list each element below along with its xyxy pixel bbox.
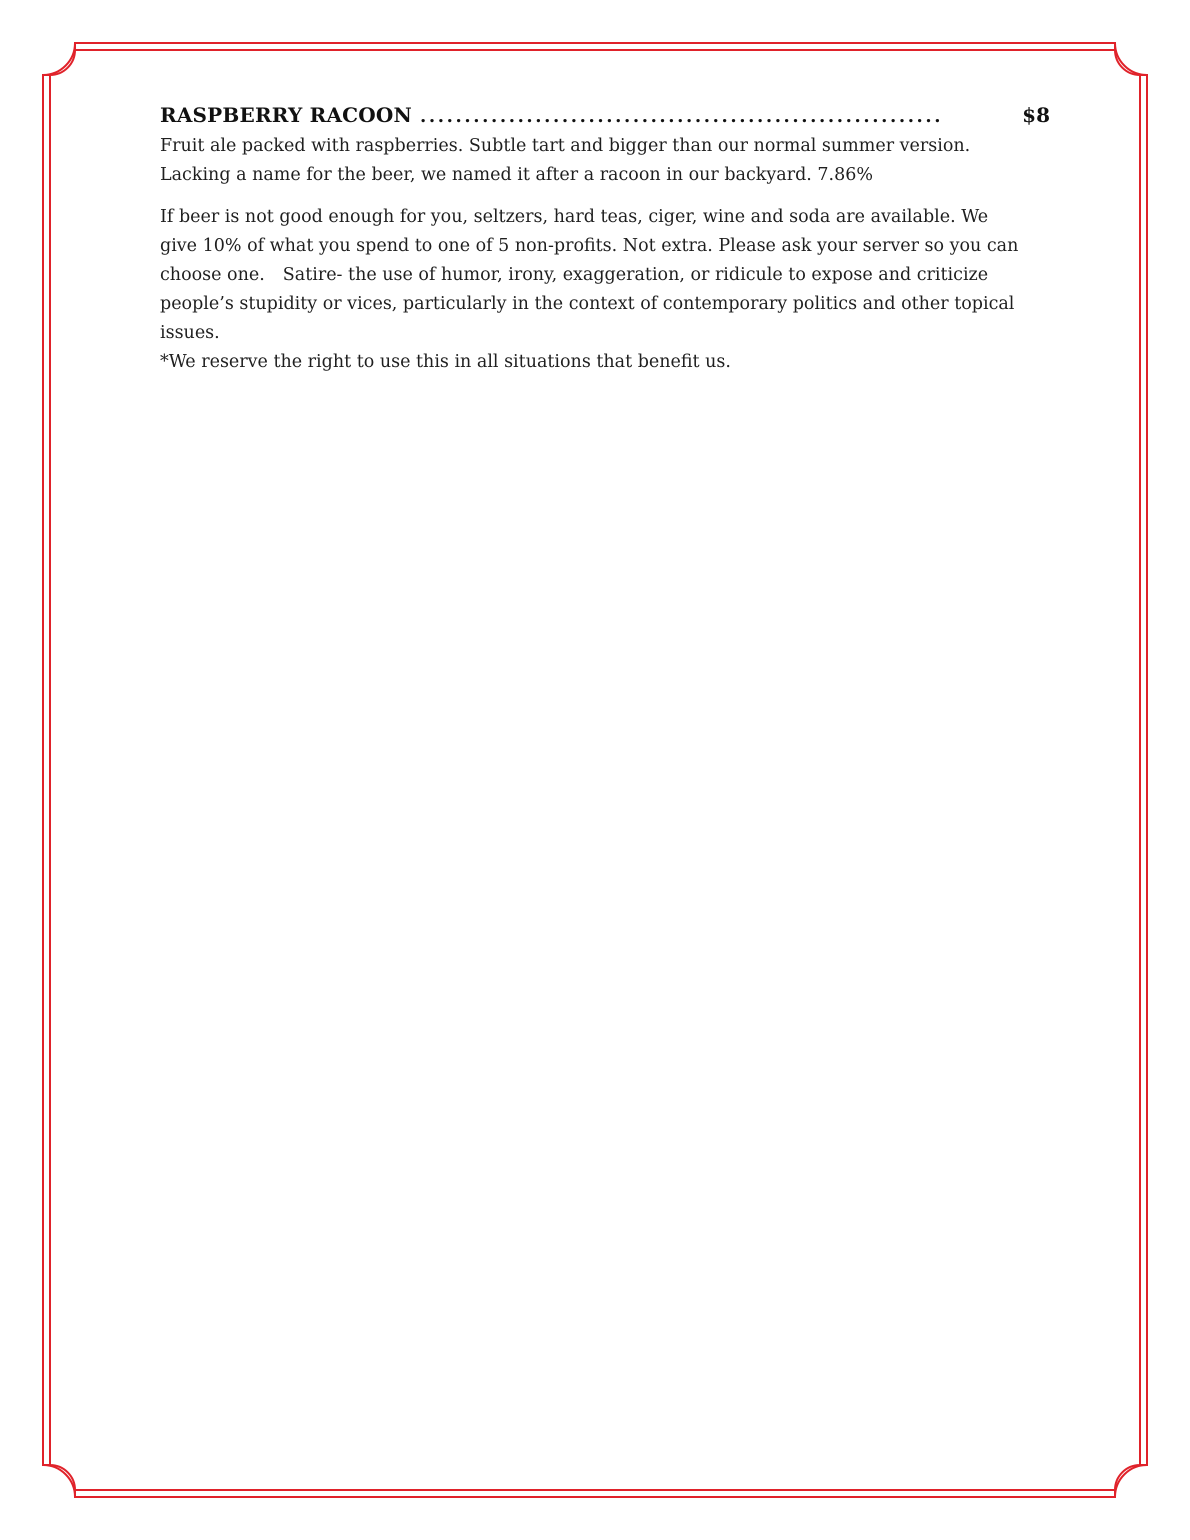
- menu-item-description-line: Fruit ale packed with raspberries. Subtle tart and bigger than our normal summer version.: [160, 136, 971, 156]
- dot-leader: ...........................................................: [420, 106, 944, 127]
- disclaimer-note: *We reserve the right to use this in all situations that benefit us.: [160, 352, 731, 372]
- menu-item-description: [160, 132, 1050, 190]
- satire-definition: Satire- the use of humor, irony, exaggeration, or ridicule to expose and criticize people’s stupidity or vices, particularly in the context of contemporary politics and other topical issues.: [160, 265, 1015, 343]
- menu-item-header: [160, 100, 1050, 132]
- menu-content: [160, 100, 1050, 377]
- menu-item-description-line: Lacking a name for the beer, we named it after a racoon in our backyard. 7.86%: [160, 165, 874, 185]
- availability-note: If beer is not good enough for you, seltzers, hard teas, ciger, wine and soda are available. We give 10% of what you spend to one of 5 non-profits. Not extra. Please ask your server so you can choose one.: [160, 207, 1019, 285]
- menu-item-name: RASPBERRY RACOON: [160, 103, 413, 127]
- menu-item-price: $8: [1022, 103, 1050, 127]
- menu-notes: [160, 203, 1020, 377]
